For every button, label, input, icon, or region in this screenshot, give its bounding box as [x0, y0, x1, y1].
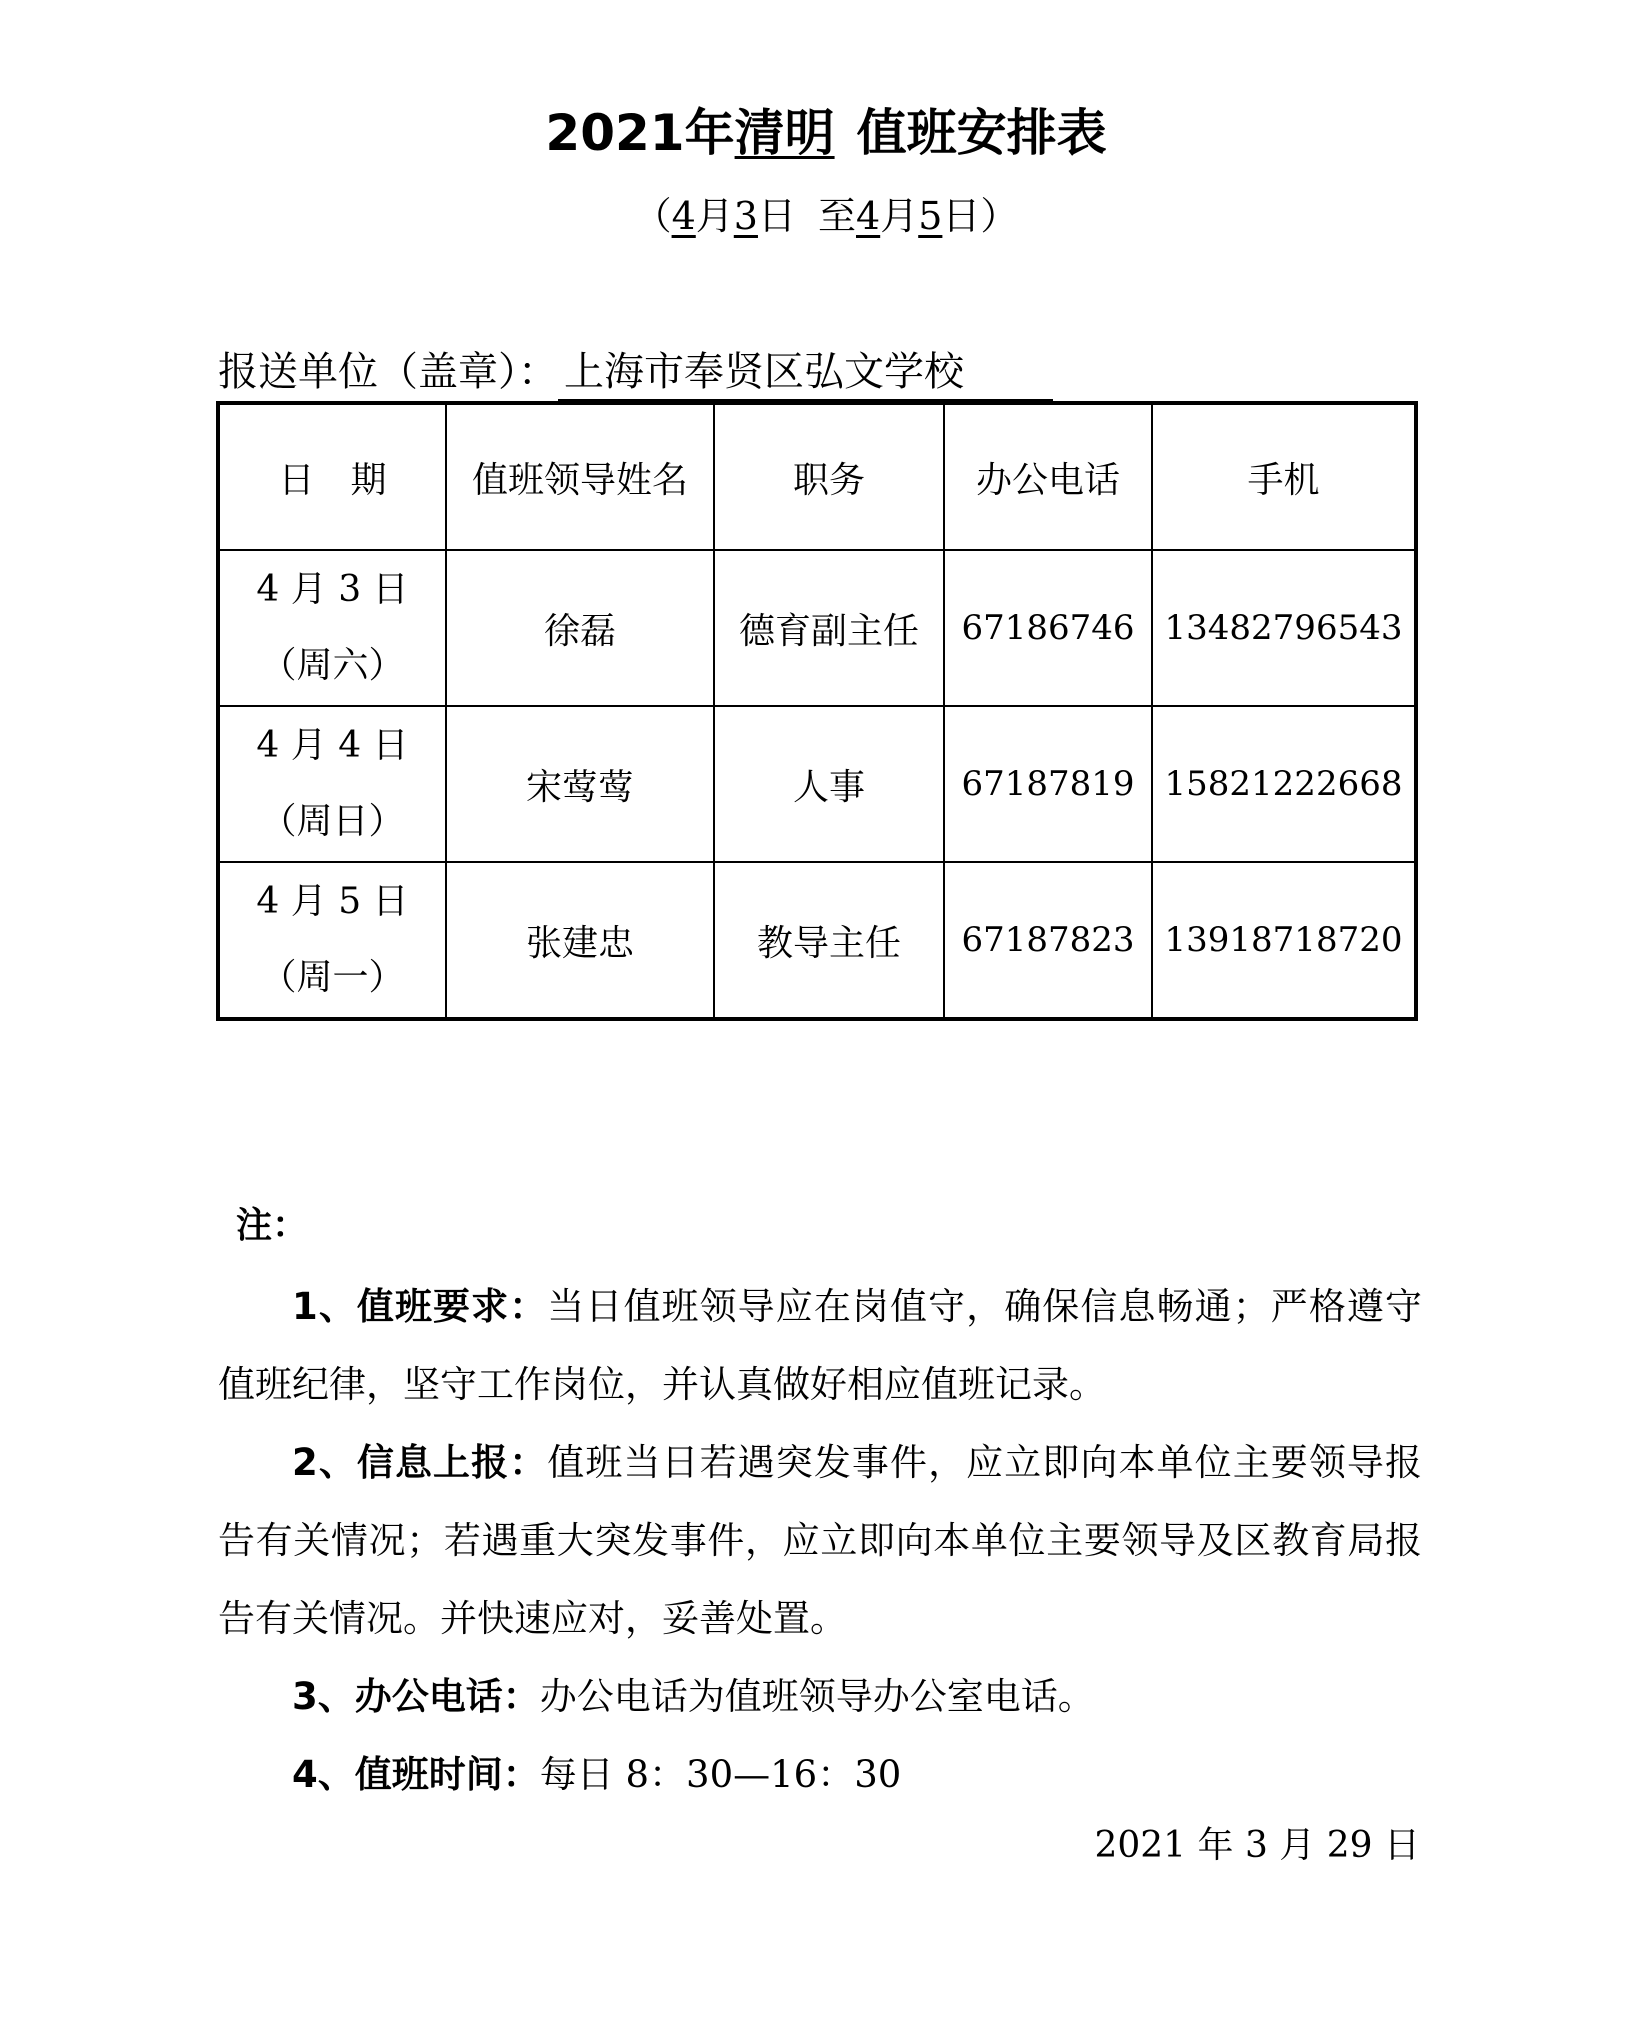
period-to: 至 — [817, 194, 856, 238]
notes-label: 注： — [236, 1205, 309, 1246]
title-year: 2021 — [545, 104, 685, 162]
period-open-paren: （ — [633, 194, 672, 238]
note-item-label: 2、信息上报： — [292, 1441, 548, 1484]
header-mobile: 手机 — [1152, 403, 1416, 550]
note-item-text: 每日 8：30—16：30 — [539, 1753, 902, 1796]
leader-name: 徐磊 — [446, 550, 714, 706]
note-item — [218, 1658, 1422, 1736]
office-phone: 67186746 — [944, 550, 1152, 706]
leader-position: 教导主任 — [714, 862, 944, 1019]
duty-table — [216, 401, 1418, 1021]
weekday-text: （周一） — [260, 957, 405, 998]
note-item-text: 办公电话为值班领导办公室电话。 — [539, 1675, 1095, 1718]
date-text: 4 月 4 日 — [256, 725, 409, 766]
title-holiday: 清明 — [734, 104, 835, 162]
signing-date: 2021 年 3 月 29 日 — [1094, 1825, 1420, 1866]
header-date: 日 期 — [218, 403, 446, 550]
date-cell — [218, 706, 446, 862]
table-row — [218, 706, 1416, 862]
leader-position: 人事 — [714, 706, 944, 862]
reporting-unit — [218, 344, 1053, 400]
title-name: 值班安排表 — [856, 104, 1107, 162]
mobile-phone: 15821222668 — [1152, 706, 1416, 862]
reporting-unit-value: 上海市奉贤区弘文学校 — [558, 345, 1053, 401]
period-start-day: 3 — [733, 194, 758, 238]
office-phone: 67187823 — [944, 862, 1152, 1019]
date-cell — [218, 550, 446, 706]
date-text: 4 月 3 日 — [256, 569, 409, 610]
table-row — [218, 550, 1416, 706]
period-end-month: 4 — [856, 194, 881, 238]
leader-name: 张建忠 — [446, 862, 714, 1019]
note-item-label: 4、值班时间： — [292, 1753, 540, 1796]
period-close-paren: ） — [980, 194, 1019, 238]
note-item-label: 1、值班要求： — [292, 1285, 548, 1328]
period-start-day-unit: 日 — [757, 194, 796, 238]
note-item — [218, 1424, 1422, 1658]
document-title — [0, 98, 1652, 168]
weekday-text: （周日） — [260, 801, 405, 842]
mobile-phone: 13918718720 — [1152, 862, 1416, 1019]
header-position: 职务 — [714, 403, 944, 550]
header-leader-name: 值班领导姓名 — [446, 403, 714, 550]
note-item-label: 3、办公电话： — [292, 1675, 540, 1718]
table-header-row — [218, 403, 1416, 550]
duty-period — [0, 188, 1652, 244]
date-text: 4 月 5 日 — [256, 881, 409, 922]
weekday-text: （周六） — [260, 645, 405, 686]
title-year-suffix: 年 — [684, 104, 735, 162]
office-phone: 67187819 — [944, 706, 1152, 862]
note-item — [218, 1736, 1422, 1814]
leader-name: 宋莺莺 — [446, 706, 714, 862]
reporting-unit-label: 报送单位（盖章）： — [218, 349, 558, 395]
note-item-text: 值班当日若遇突发事件，应立即向本单位主要领导报告有关情况；若遇重大突发事件，应立即向本单位主要领导及区教育局报告有关情况。并快速应对，妥善处置。 — [218, 1441, 1423, 1640]
header-office-phone: 办公电话 — [944, 403, 1152, 550]
date-cell — [218, 862, 446, 1019]
note-item — [218, 1268, 1422, 1424]
mobile-phone: 13482796543 — [1152, 550, 1416, 706]
period-end-month-unit: 月 — [880, 194, 919, 238]
period-end-day: 5 — [918, 194, 943, 238]
leader-position: 德育副主任 — [714, 550, 944, 706]
period-start-month-unit: 月 — [695, 194, 734, 238]
period-end-day-unit: 日 — [942, 194, 981, 238]
table-row — [218, 862, 1416, 1019]
notes-list — [218, 1268, 1422, 1814]
period-start-month: 4 — [671, 194, 696, 238]
note-item-text: 当日值班领导应在岗值守，确保信息畅通；严格遵守值班纪律，坚守工作岗位，并认真做好相应值班记录。 — [218, 1285, 1423, 1406]
